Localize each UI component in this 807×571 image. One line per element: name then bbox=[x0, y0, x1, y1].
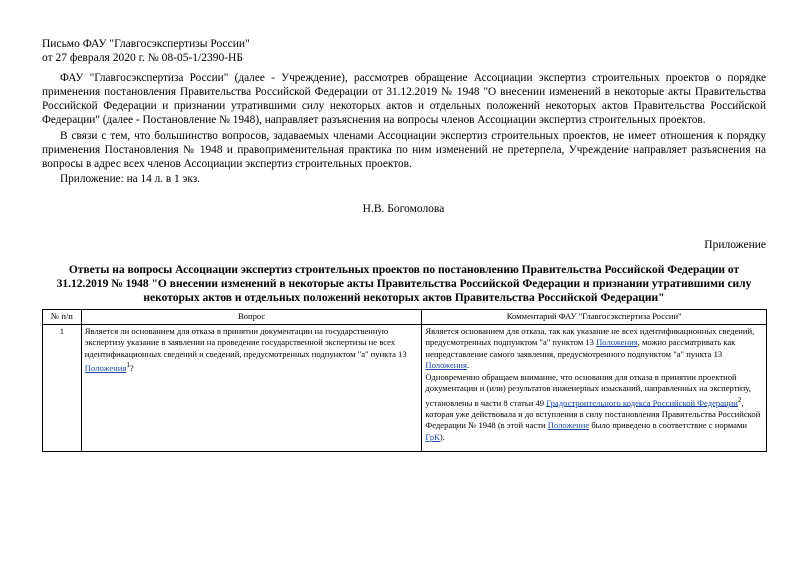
appendix-label: Приложение bbox=[704, 239, 766, 251]
polozhenie-link[interactable]: Положение bbox=[547, 420, 590, 431]
signer-name: Н.В. Богомолова bbox=[362, 203, 445, 215]
polozhenie-link[interactable]: Положения bbox=[425, 360, 467, 370]
comment-text-3: . bbox=[466, 360, 470, 370]
letter-date-number: от 27 февраля 2020 г. № 08-05-1/2390-НБ bbox=[42, 52, 243, 64]
comment-text-4: Одновременно обращаем внимание, что основания для отказа в принятии проектной документации и (или) результатов инженерных изысканий, направленных на экспертизу, установлены в части 8 статьи 49 bbox=[425, 371, 751, 408]
row-number: 1 bbox=[43, 324, 82, 451]
comment-text-2: , можно рассматривать как непредставление самого заявления, предусмотренного подпунктом "а" пункта 13 bbox=[425, 337, 736, 359]
polozhenie-link[interactable]: Положения bbox=[596, 337, 638, 347]
col-header-question: Вопрос bbox=[81, 310, 422, 325]
comment-text-5: , которая уже действовала и до вступления в силу постановления Правительства Российской Федерации № 1948 (в этой части bbox=[425, 397, 761, 431]
paragraph-2: В связи с тем, что большинство вопросов, задаваемых членами Ассоциации экспертиз строительных проектов, не имеет отношения к порядку применения Постановления № 1948 и правоприменительная практика по ним изменений не претерпела, Учреждение направляет разъяснения на вопросы в адрес всех членов Ассоциации экспертиз строительных проектов. bbox=[42, 130, 766, 170]
footnote-1: 1 bbox=[126, 361, 130, 369]
paragraph-1: ФАУ "Главгосэкспертиза России" (далее - Учреждение), рассмотрев обращение Ассоциации экспертиз строительных проектов о порядке применения постановления Правительства Российской Федерации от 31.12.2019 № 1948 "О внесении изменений в некоторые акты Правительства Российской Федерации и признании утратившими силу некоторых актов и отдельных положений некоторых актов Правительства Российской Федерации" (далее - Постановление № 1948), направляет разъяснения на вопросы членов Ассоциации экспертиз строительных проектов. bbox=[42, 72, 766, 126]
question-text: Является ли основанием для отказа в принятии документации на государственную экспертизу указание в заявлении на проведение государственной экспертизы не всех идентификационных сведений и сведений, предусмотренных подпунктом "а" пункта 13 bbox=[84, 325, 407, 359]
question-cell bbox=[81, 324, 422, 451]
letter-header bbox=[42, 37, 250, 65]
attachment-note: Приложение: на 14 л. в 1 экз. bbox=[60, 173, 200, 185]
table-header-row bbox=[43, 310, 767, 325]
comment-paragraph-1 bbox=[425, 326, 763, 372]
appendix-title: Ответы на вопросы Ассоциации экспертиз строительных проектов по постановлению Правительства Российской Федерации от 31.12.2019 № 1948 "О внесении изменений в некоторые акты Правительства Российской Федерации и признании утратившими силу некоторых актов и отдельных положений некоторых актов Правительства Российской Федерации" bbox=[56, 264, 752, 304]
table-row bbox=[43, 324, 767, 451]
comment-text-7: ). bbox=[439, 431, 445, 442]
col-header-comment: Комментарий ФАУ "Главгосэкспертиза России" bbox=[422, 310, 767, 325]
letter-title: Письмо ФАУ "Главгосэкспертизы России" bbox=[42, 38, 250, 50]
qa-table bbox=[42, 309, 767, 452]
comment-cell bbox=[422, 324, 767, 451]
question-end: ? bbox=[129, 362, 134, 373]
comment-paragraph-2 bbox=[425, 372, 763, 444]
polozhenie-link[interactable]: Положения bbox=[84, 362, 127, 373]
col-header-number: № п/п bbox=[43, 310, 82, 325]
comment-text-6: было приведено в соответствие с нормами bbox=[591, 420, 748, 431]
comment-text-1: Является основанием для отказа, так как указание не всех идентификационных сведений, предусмотренных подпунктом "а" пунктом 13 bbox=[425, 325, 755, 347]
footnote-2: 2 bbox=[737, 395, 742, 404]
grk-code-link[interactable]: Градостроительного кодекса Российской Федерации bbox=[546, 397, 738, 408]
grk-link[interactable]: ГрК bbox=[425, 431, 440, 442]
